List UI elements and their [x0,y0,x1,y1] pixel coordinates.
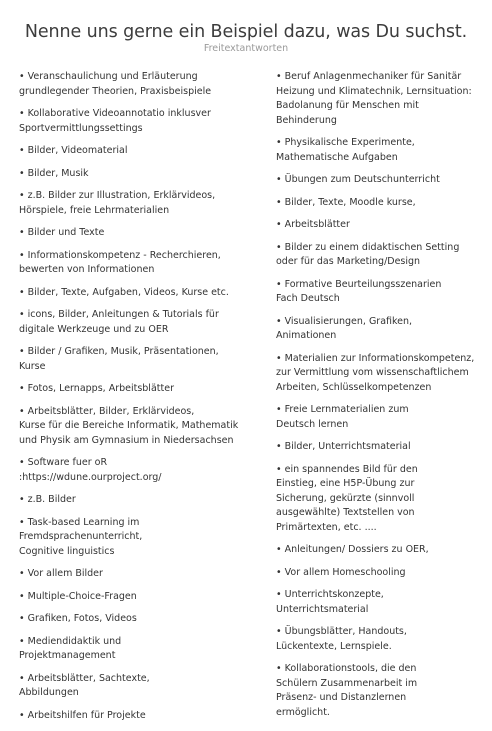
answer-item: • Bilder, Unterrichtsmaterial [276,441,411,452]
answer-item: • Bilder, Texte, Moodle kurse, [276,196,416,208]
answer-item: • Fotos, Lernapps, Arbeitsblätter [19,383,174,394]
answer-item: • Kollaborationstools, die den Schülern Zusammenarbeit im Präsenz- und Distanzlernen ermöglicht. [276,663,418,718]
answer-item: • Unterrichtskonzepte, Unterrichtsmaterial [276,589,384,615]
answer-item: • Informationskompetenz - Recherchieren, bewerten von Informationen [19,249,221,275]
answer-item: • Software fuer oR :https://wdune.ourproject.org/ [19,457,162,483]
answer-item: • ein spannendes Bild für den Einstieg, eine H5P-Übung zur Sicherung, gekürzte (sinnvoll ausgewählte) Textstellen von Primärtexten, etc. .... [276,463,418,533]
answer-item: • Bilder / Grafiken, Musik, Präsentationen, Kurse [19,346,219,372]
answer-item: • Visualisierungen, Grafiken, Animationen [276,315,413,341]
answer-item: • Übungen zum Deutschunterricht [276,174,440,185]
answer-item: • Übungsblätter, Handouts, Lückentexte, Lernspiele. [276,626,407,652]
answer-item: • z.B. Bilder zur Illustration, Erklärvideos, Hörspiele, freie Lehrmaterialien [19,190,216,216]
answer-item: • Bilder und Texte [19,227,105,238]
answer-item: • Mediendidaktik und Projektmanagement [19,635,122,661]
answer-item: • Anleitungen/ Dossiers zu OER, [276,544,429,555]
answer-item: • Arbeitsblätter, Bilder, Erklärvideos, Kurse für die Bereiche Informatik, Mathematik und Physik am Gymnasium in Niedersachsen [19,405,239,446]
answer-item: • Arbeitsblätter, Sachtexte, Abbildungen [19,672,150,698]
answer-item: • Materialien zur Informationskompetenz, zur Vermittlung vom wissenschaftlichem Arbeiten, Schlüsselkompetenzen [276,352,475,393]
answer-item: • Vor allem Bilder [19,568,103,579]
answer-item: • icons, Bilder, Anleitungen & Tutorials für digitale Werkzeuge und zu OER [19,309,219,335]
answer-item: • Bilder, Musik [19,167,89,179]
page-title: Nenne uns gerne ein Beispiel dazu, was Du suchst. [24,22,468,42]
answer-item: • Kollaborative Videoannotatio inklusver Sportvermittlungssettings [19,108,211,134]
answer-item: • Bilder, Texte, Aufgaben, Videos, Kurse etc. [19,286,229,298]
answer-item: • Bilder zu einem didaktischen Setting oder für das Marketing/Design [276,241,460,267]
page-subtitle: Freitextantworten [203,43,289,54]
answer-item: • Bilder, Videomaterial [19,145,128,156]
answer-item: • Beruf Anlagenmechaniker für Sanitär Heizung und Klimatechnik, Lernsituation: Badolanung für Menschen mit Behinderung [276,71,472,126]
answer-item: • Veranschaulichung und Erläuterung grundlegender Theorien, Praxisbeispiele [19,71,212,97]
answer-item: • Formative Beurteilungsszenarien Fach Deutsch [276,278,442,304]
answer-item: • Arbeitshilfen für Projekte [19,709,146,721]
answer-item: • Multiple-Choice-Fragen [19,590,137,602]
answer-item: • Vor allem Homeschooling [276,566,406,578]
answers-column-right [276,70,482,728]
answer-item: • Arbeitsblätter [276,219,350,230]
answer-item: • Grafiken, Fotos, Videos [19,613,137,624]
answers-column-left [19,70,251,731]
answer-item: • Task-based Learning im Fremdsprachenunterricht, Cognitive linguistics [19,516,143,557]
answer-item: • Freie Lernmaterialien zum Deutsch lernen [276,404,409,430]
answer-item: • Physikalische Experimente, Mathematische Aufgaben [276,137,415,163]
answer-item: • z.B. Bilder [19,494,76,505]
